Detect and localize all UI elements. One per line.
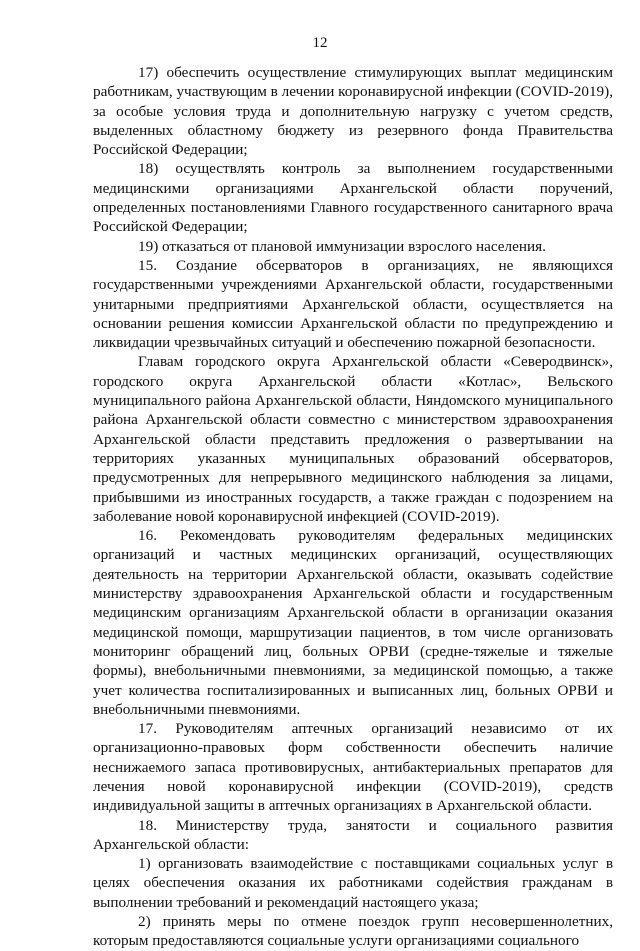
paragraph-section-18: 18. Министерству труда, занятости и социального развития Архангельской области: xyxy=(93,816,613,853)
paragraph-section-15: 15. Создание обсерваторов в организациях, не являющихся государственными учреждениями Архангельской области, государственными унитарными предприятиями Архангельской области, осуществляется на основании решения комиссии Архангельской области по предупреждению и ликвидации чрезвычайных ситуаций и обеспечению пожарной безопасности. xyxy=(93,256,613,352)
paragraph-section-15-heads: Главам городского округа Архангельской области «Северодвинск», городского округа Архангельской области «Котлас», Вельского муниципального района Архангельской области, Няндомского муниципального района Архангельской области совместно с министерством здравоохранения Архангельской области представить предложения о развертывании на территориях указанных муниципальных образований обсерваторов, предусмотренных для непрерывного медицинского наблюдения за лицами, прибывшими из иностранных государств, а также граждан с подозрением на заболевание новой коронавирусной инфекцией (COVID-2019). xyxy=(93,353,613,525)
document-body xyxy=(93,63,613,951)
paragraph-item-19: 19) отказаться от плановой иммунизации взрослого населения. xyxy=(138,237,546,255)
paragraph-section-17: 17. Руководителям аптечных организаций независимо от их организационно-правовых форм собственности обеспечить наличие неснижаемого запаса противовирусных, антибактериальных препаратов для лечения новой коронавирусной инфекции (COVID-2019), средств индивидуальной защиты в аптечных организациях в Архангельской области. xyxy=(93,720,613,815)
paragraph-section-18-item-1: 1) организовать взаимодействие с поставщиками социальных услуг в целях обеспечения оказания их работниками содействия гражданам в выполнении требований и рекомендаций настоящего указа; xyxy=(93,855,613,911)
paragraph-item-18: 18) осуществлять контроль за выполнением государственными медицинскими организациями Архангельской области поручений, определенных постановлениями Главного государственного санитарного врача Российской Федерации; xyxy=(93,160,613,236)
paragraph-item-17: 17) обеспечить осуществление стимулирующих выплат медицинским работникам, участвующим в лечении коронавирусной инфекции (COVID-2019), за особые условия труда и дополнительную нагрузку с учетом средств, выделенных областному бюджету из резервного фонда Правительства Российской Федерации; xyxy=(93,64,613,159)
paragraph-section-18-item-2: 2) принять меры по отмене поездок групп несовершеннолетних, которым предоставляются социальные услуги организациями социального xyxy=(93,913,613,950)
page-number: 12 xyxy=(312,35,328,51)
paragraph-section-16: 16. Рекомендовать руководителям федеральных медицинских организаций и частных медицинских организаций, осуществляющих деятельность на территории Архангельской области, оказывать содействие министерству здравоохранения Архангельской области и государственным медицинским организациям Архангельской области в организации оказания медицинской помощи, маршрутизации пациентов, в том числе организовать мониторинг обращений лиц, больных ОРВИ (средне-тяжелые и тяжелые формы), внебольничными пневмониями, за медицинской помощью, а также учет количества госпитализированных и выписанных лиц, больных ОРВИ и внебольничными пневмониями. xyxy=(93,527,613,718)
